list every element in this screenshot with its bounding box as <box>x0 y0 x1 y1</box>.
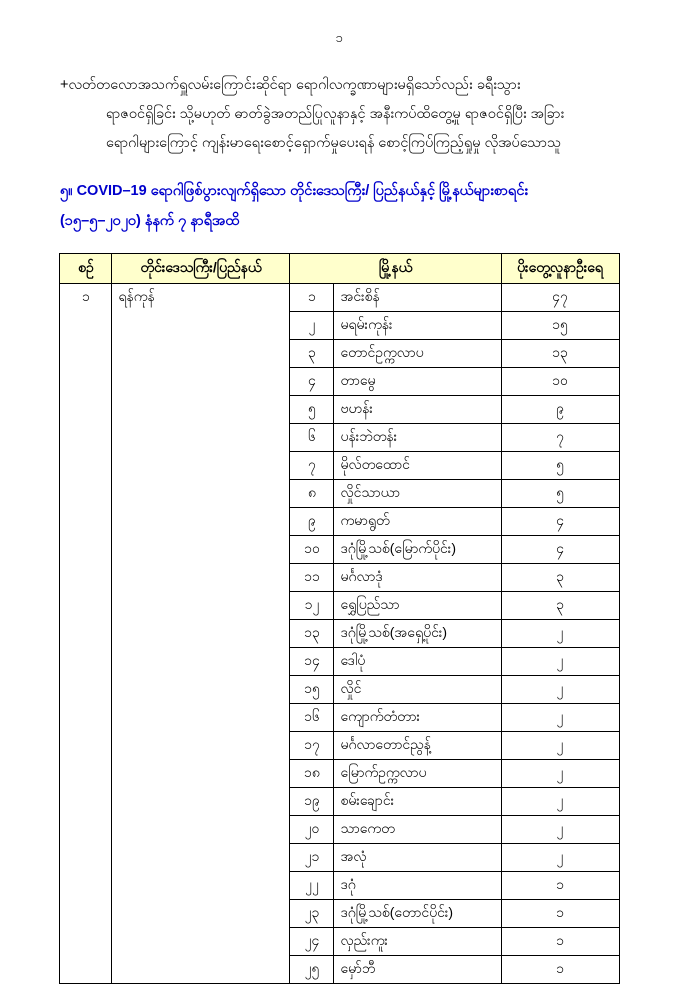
township-name-cell: တောင်ဥက္ကလာပ <box>334 339 501 367</box>
case-count-cell: ၁ <box>501 927 619 955</box>
region-index-cell: ၁ <box>60 283 112 983</box>
township-index-cell: ၁၁ <box>290 563 334 591</box>
case-count-cell: ၂ <box>501 815 619 843</box>
township-name-cell: ကမာရွတ် <box>334 507 501 535</box>
township-index-cell: ၁၇ <box>290 731 334 759</box>
township-index-cell: ၁၂ <box>290 591 334 619</box>
section-heading-line-2: (၁၅–၅–၂၀၂၀) နံနက် ၇ နာရီအထိ <box>60 213 240 230</box>
case-count-cell: ၂ <box>501 619 619 647</box>
table-row <box>60 283 619 311</box>
township-name-cell: ဒဂုံမြို့သစ်(တောင်ပိုင်း) <box>334 899 501 927</box>
header-case-count: ပိုးတွေ့လူနာဦးရေ <box>501 253 619 283</box>
section-heading <box>60 176 619 237</box>
case-count-cell: ၂ <box>501 675 619 703</box>
township-name-cell: ဒဂုံမြို့သစ်(မြောက်ပိုင်း) <box>334 535 501 563</box>
case-count-cell: ၅ <box>501 451 619 479</box>
township-name-cell: ပန်းဘဲတန်း <box>334 423 501 451</box>
intro-line-1: +လတ်တလောအသက်ရှူလမ်းကြောင်းဆိုင်ရာ ရောဂါလက္ခဏာများမရှိသော်လည်း ခရီးသွား <box>60 77 521 93</box>
case-count-cell: ၁ <box>501 955 619 983</box>
township-index-cell: ၄ <box>290 367 334 395</box>
case-count-cell: ၂ <box>501 787 619 815</box>
township-name-cell: ဒဂုံ <box>334 871 501 899</box>
township-case-table <box>59 253 619 984</box>
township-name-cell: မိုလ်တထောင် <box>334 451 501 479</box>
township-index-cell: ၇ <box>290 451 334 479</box>
township-index-cell: ၂ <box>290 311 334 339</box>
township-index-cell: ၂၁ <box>290 843 334 871</box>
case-count-cell: ၃ <box>501 563 619 591</box>
township-index-cell: ၁၀ <box>290 535 334 563</box>
township-name-cell: မင်္ဂလာတောင်ညွန့် <box>334 731 501 759</box>
township-name-cell: ရွှေပြည်သာ <box>334 591 501 619</box>
table-body <box>60 283 619 983</box>
case-count-cell: ၄၇ <box>501 283 619 311</box>
township-index-cell: ၁၉ <box>290 787 334 815</box>
township-name-cell: မြောက်ဥက္ကလာပ <box>334 759 501 787</box>
township-index-cell: ၅ <box>290 395 334 423</box>
township-name-cell: မရမ်းကုန်း <box>334 311 501 339</box>
township-index-cell: ၁ <box>290 283 334 311</box>
township-index-cell: ၂၀ <box>290 815 334 843</box>
township-index-cell: ၂၃ <box>290 899 334 927</box>
township-index-cell: ၂၄ <box>290 927 334 955</box>
township-name-cell: တာမွေ <box>334 367 501 395</box>
township-name-cell: ဗဟန်း <box>334 395 501 423</box>
case-count-cell: ၂ <box>501 759 619 787</box>
case-count-cell: ၉ <box>501 395 619 423</box>
header-no: စဉ် <box>60 253 112 283</box>
township-index-cell: ၉ <box>290 507 334 535</box>
township-name-cell: အလုံ <box>334 843 501 871</box>
header-township: မြို့နယ် <box>290 253 501 283</box>
intro-line-3: ရောဂါများကြောင့် ကျန်းမာရေးစောင့်ရှောက်မှုပေးရန် စောင့်ကြပ်ကြည့်ရှုမှု လိုအပ်သောသူ <box>106 135 562 151</box>
township-index-cell: ၁၃ <box>290 619 334 647</box>
township-name-cell: လှိုင်သာယာ <box>334 479 501 507</box>
case-count-cell: ၁၃ <box>501 339 619 367</box>
case-count-cell: ၂ <box>501 731 619 759</box>
township-index-cell: ၂၂ <box>290 871 334 899</box>
township-name-cell: ဒဂုံမြို့သစ်(အရှေ့ပိုင်း) <box>334 619 501 647</box>
case-count-cell: ၇ <box>501 423 619 451</box>
region-name-cell: ရန်ကုန် <box>112 283 290 983</box>
township-name-cell: အင်းစိန် <box>334 283 501 311</box>
township-index-cell: ၁၄ <box>290 647 334 675</box>
case-count-cell: ၁၀ <box>501 367 619 395</box>
township-index-cell: ၈ <box>290 479 334 507</box>
case-count-cell: ၁၅ <box>501 311 619 339</box>
township-name-cell: ကျောက်တံတား <box>334 703 501 731</box>
township-index-cell: ၂၅ <box>290 955 334 983</box>
township-name-cell: သာကေတ <box>334 815 501 843</box>
township-index-cell: ၆ <box>290 423 334 451</box>
case-count-cell: ၂ <box>501 647 619 675</box>
township-index-cell: ၃ <box>290 339 334 367</box>
township-index-cell: ၁၆ <box>290 703 334 731</box>
case-count-cell: ၂ <box>501 703 619 731</box>
township-name-cell: မှော်ဘီ <box>334 955 501 983</box>
case-count-cell: ၃ <box>501 591 619 619</box>
township-name-cell: စမ်းချောင်း <box>334 787 501 815</box>
header-region: တိုင်းဒေသကြီး/ပြည်နယ် <box>112 253 290 283</box>
township-name-cell: မင်္ဂလာဒုံ <box>334 563 501 591</box>
township-name-cell: ဒေါပုံ <box>334 647 501 675</box>
township-name-cell: လှိုင် <box>334 675 501 703</box>
township-index-cell: ၁၈ <box>290 759 334 787</box>
table-header-row <box>60 253 619 283</box>
case-count-cell: ၁ <box>501 899 619 927</box>
case-count-cell: ၅ <box>501 479 619 507</box>
table-header <box>60 253 619 283</box>
case-count-cell: ၁ <box>501 871 619 899</box>
intro-line-2: ရာဇဝင်ရှိခြင်း သို့မဟုတ် ဓာတ်ခွဲအတည်ပြုလူနာနှင့် အနီးကပ်ထိတွေ့မှု ရာဇဝင်ရှိပြီး အခြား <box>106 106 565 122</box>
section-heading-line-1: ၅။ COVID–19 ရောဂါဖြစ်ပွားလျက်ရှိသော တိုင်းဒေသကြီး/ ပြည်နယ်နှင့် မြို့နယ်များစာရင်း <box>60 183 529 199</box>
page-number: ၁ <box>335 30 344 45</box>
intro-paragraph <box>60 71 619 158</box>
township-name-cell: လှည်းကူး <box>334 927 501 955</box>
township-index-cell: ၁၅ <box>290 675 334 703</box>
case-count-cell: ၂ <box>501 843 619 871</box>
case-count-cell: ၄ <box>501 507 619 535</box>
case-count-cell: ၄ <box>501 535 619 563</box>
